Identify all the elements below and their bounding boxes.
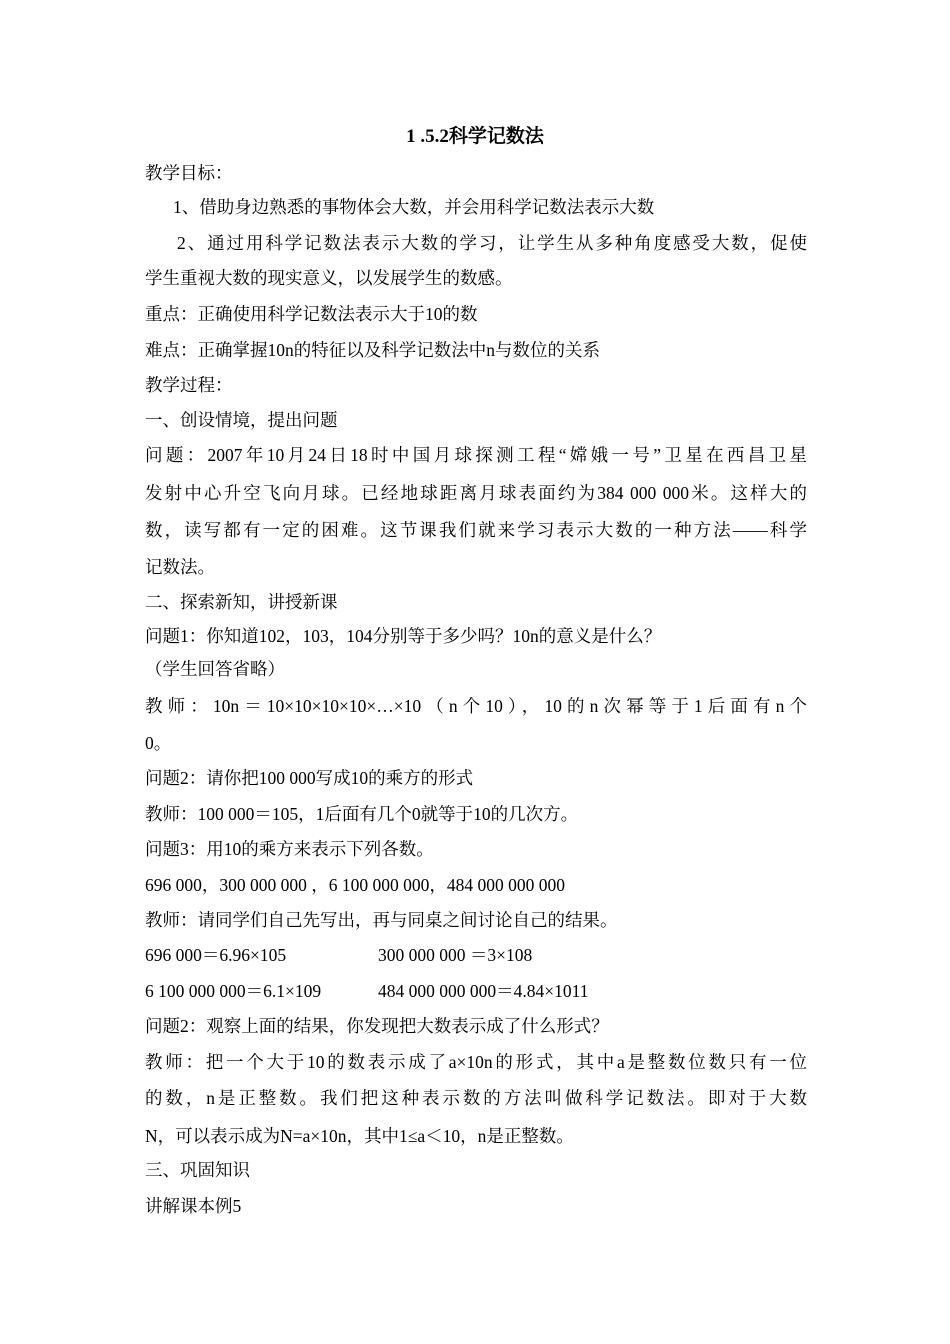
section-heading: 三、巩固知识 [145, 1160, 250, 1180]
text-line: 讲解课本例5 [145, 1196, 242, 1216]
text-line: 2、通过用科学记数法表示大数的学习，让学生从多种角度感受大数，促使 [177, 233, 807, 253]
text-line: 教师：把一个大于10的数表示成了a×10n的形式，其中a是整数位数只有一位 [145, 1052, 807, 1072]
text-line: 的数，n是正整数。我们把这种表示数的方法叫做科学记数法。即对于大数 [145, 1088, 807, 1108]
section-heading: 一、创设情境，提出问题 [145, 410, 338, 430]
result-left: 6 100 000 000＝6.1×109 [145, 981, 322, 1001]
text-line: 教师：请同学们自己先写出，再与同桌之间讨论自己的结果。 [145, 910, 618, 930]
text-line: N，可以表示成为N=a×10n，其中1≤a＜10，n是正整数。 [145, 1126, 574, 1146]
text-line: （学生回答省略） [145, 659, 285, 679]
text-line: 重点：正确使用科学记数法表示大于10的数 [145, 304, 478, 324]
text-line: 难点：正确掌握10n的特征以及科学记数法中n与数位的关系 [145, 340, 600, 360]
result-right: 484 000 000 000＝4.84×1011 [378, 981, 589, 1001]
document-title: 1 .5.2科学记数法 [406, 126, 544, 147]
text-line: 1、借助身边熟悉的事物体会大数，并会用科学记数法表示大数 [173, 197, 655, 217]
text-line: 问题3：用10的乘方来表示下列各数。 [145, 839, 434, 859]
text-line: 教师：10n＝10×10×10×10×…×10（n个10），10的n次幂等于1后面有n个 [145, 696, 807, 716]
result-left: 696 000＝6.96×105 [145, 945, 287, 965]
text-line: 教学过程： [145, 375, 233, 395]
text-line: 学生重视大数的现实意义，以发展学生的数感。 [145, 268, 513, 288]
text-line: 记数法。 [145, 557, 215, 577]
text-line: 0。 [145, 733, 172, 753]
text-line: 696 000，300 000 000 ，6 100 000 000，484 000 000 000 [145, 875, 565, 895]
text-line: 教师：100 000＝105，1后面有几个0就等于10的几次方。 [145, 804, 579, 824]
text-line: 问题1：你知道102，103，104分别等于多少吗？10n的意义是什么？ [145, 626, 662, 646]
section-heading: 二、探索新知，讲授新课 [145, 592, 338, 612]
text-line: 发射中心升空飞向月球。已经地球距离月球表面约为384 000 000米。这样大的 [145, 483, 807, 503]
text-line: 问题2：请你把100 000写成10的乘方的形式 [145, 768, 474, 788]
text-line: 教学目标： [145, 163, 233, 183]
result-right: 300 000 000 ＝3×108 [378, 945, 533, 965]
text-line: 问题2：观察上面的结果，你发现把大数表示成了什么形式？ [145, 1016, 609, 1036]
text-line: 问题：2007年10月24日18时中国月球探测工程“嫦娥一号”卫星在西昌卫星 [145, 445, 807, 465]
text-line: 数，读写都有一定的困难。这节课我们就来学习表示大数的一种方法——科学 [145, 520, 807, 540]
